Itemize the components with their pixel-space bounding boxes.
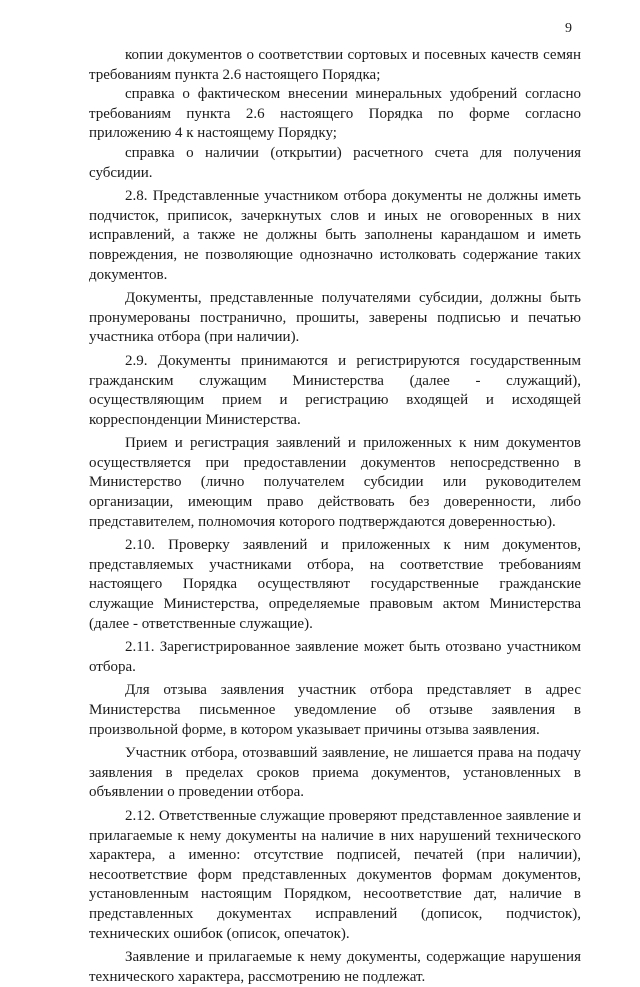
paragraph-2-9: 2.9. Документы принимаются и регистрируются государственным гражданским служащим Министерства (далее - служащий), осуществляющим прием и регистрацию входящей и исходящей корреспонденции Министерства.	[89, 352, 581, 428]
paragraph-documents-numbered: Документы, представленные получателями субсидии, должны быть пронумерованы постранично, прошиты, заверены подписью и печатью участника отбора (при наличии).	[89, 290, 581, 346]
paragraph-2-11: 2.11. Зарегистрированное заявление может быть отозвано участником отбора.	[89, 639, 581, 675]
page-number: 9	[565, 21, 572, 36]
paragraph-2-12: 2.12. Ответственные служащие проверяют представленное заявление и прилагаемые к нему документы на наличие в них нарушений технического характера, а именно: отсутствие подписей, печатей (при наличии), несоответствие форм представленных документов формам документов, установленным настоящим Порядком, несоответствие дат, наличие в представленных документах исправлений (дописок, подчисток), технических ошибок (описок, опечаток).	[89, 807, 581, 942]
paragraph-2-10: 2.10. Проверку заявлений и приложенных к ним документов, представляемых участниками отбора, на соответствие требованиям настоящего Порядка осуществляют государственные гражданские служащие Министерства, определяемые правовым актом Министерства (далее - ответственные служащие).	[89, 537, 581, 632]
document-body	[89, 46, 581, 987]
paragraph-not-considered: Заявление и прилагаемые к нему документы, содержащие нарушения технического характера, рассмотрению не подлежат.	[89, 949, 581, 985]
paragraph-seed-documents: копии документов о соответствии сортовых и посевных качеств семян требованиям пункта 2.6 настоящего Порядка;	[89, 47, 581, 83]
paragraph-resubmission-right: Участник отбора, отозвавший заявление, не лишается права на подачу заявления в пределах сроков приема документов, установленных в объявлении о проведении отбора.	[89, 745, 581, 801]
paragraph-2-8: 2.8. Представленные участником отбора документы не должны иметь подчисток, приписок, зачеркнутых слов и иных не оговоренных в них исправлений, а также не должны быть заполнены карандашом и иметь повреждения, не позволяющие однозначно истолковать содержание таких документов.	[89, 188, 581, 283]
paragraph-bank-account-certificate: справка о наличии (открытии) расчетного счета для получения субсидии.	[89, 144, 581, 181]
paragraph-withdrawal-notice: Для отзыва заявления участник отбора представляет в адрес Министерства письменное уведомление об отзыве заявления в произвольной форме, в котором указывает причины отзыва заявления.	[89, 682, 581, 738]
paragraph-fertilizer-certificate: справка о фактическом внесении минеральных удобрений согласно требованиям пункта 2.6 настоящего Порядка по форме согласно приложению 4 к настоящему Порядку;	[89, 86, 581, 142]
paragraph-reception-registration: Прием и регистрация заявлений и приложенных к ним документов осуществляется при предоставлении документов непосредственно в Министерство (лично получателем субсидии или руководителем организации, имеющим право действовать без доверенности, либо представителем, полномочия которого подтверждаются доверенностью).	[89, 435, 581, 530]
